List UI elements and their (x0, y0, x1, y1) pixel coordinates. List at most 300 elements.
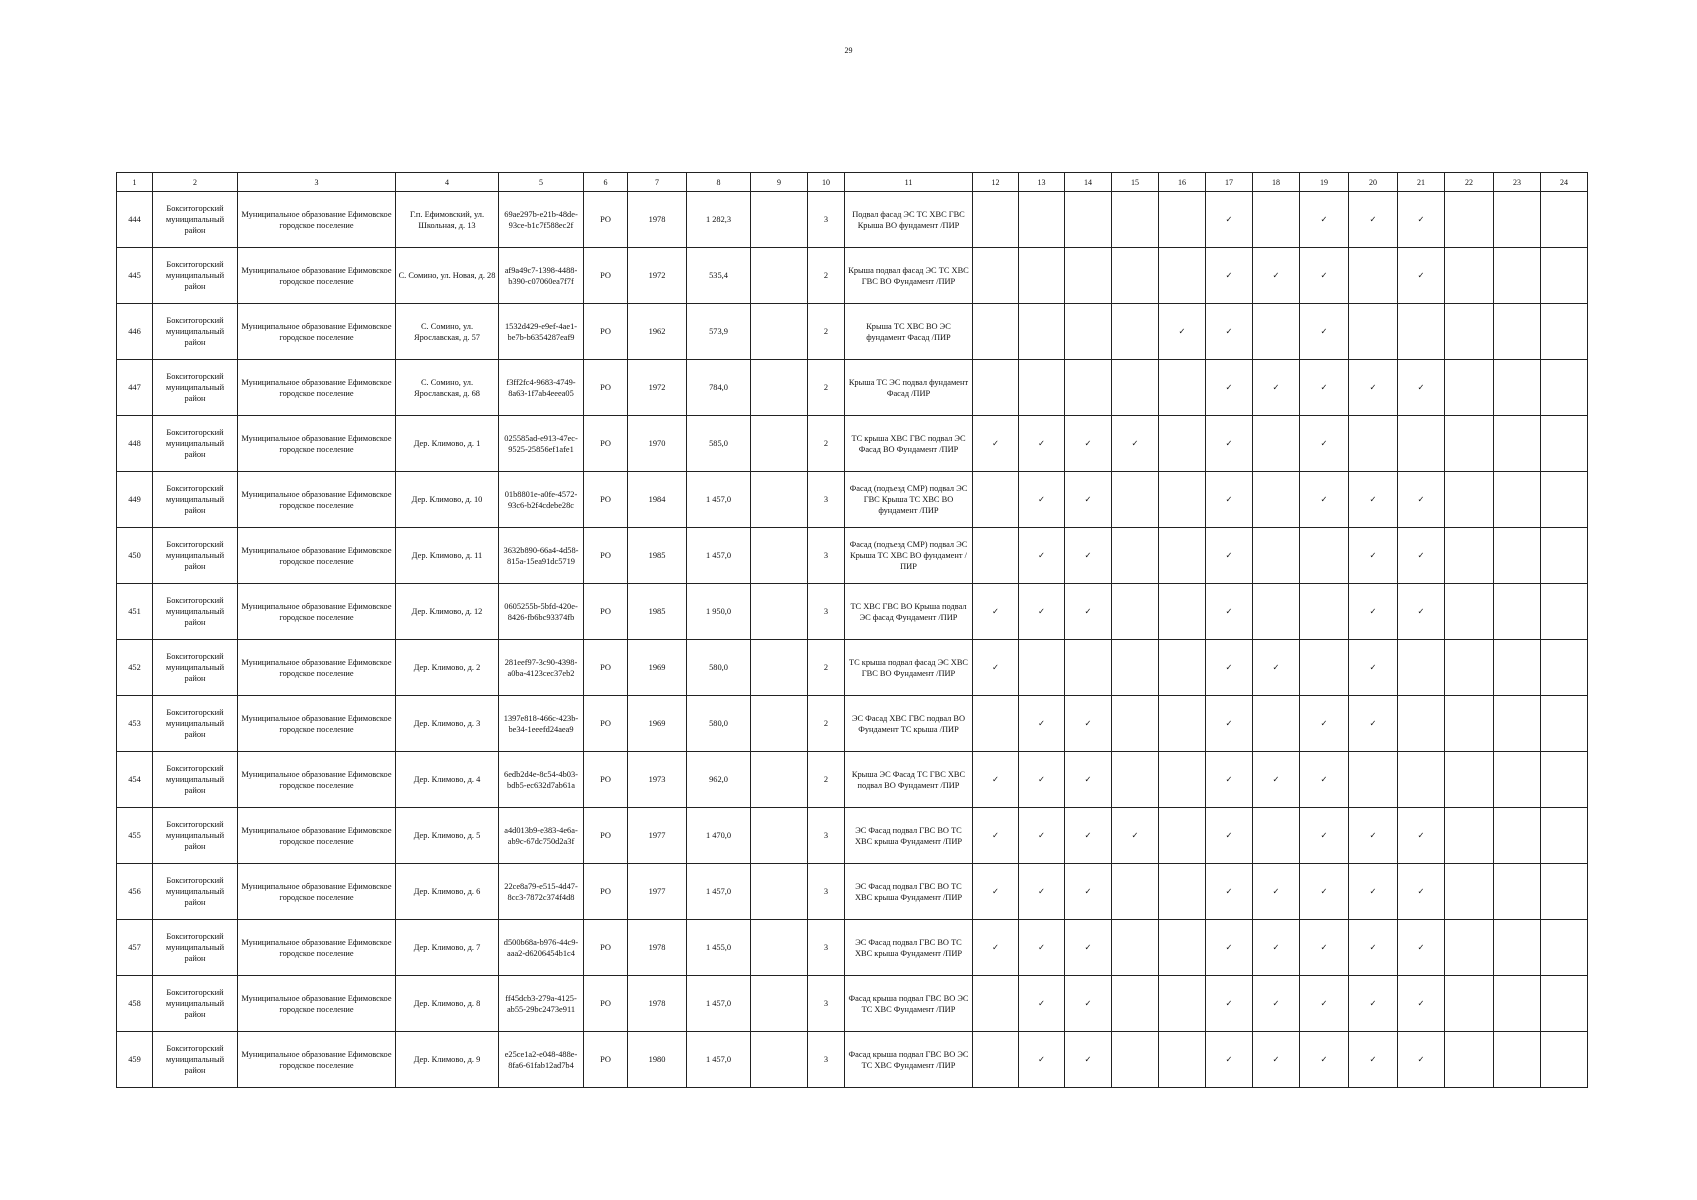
year-cell: 1985 (628, 584, 687, 640)
year-cell: 1978 (628, 976, 687, 1032)
check-cell-18: ✓ (1253, 920, 1300, 976)
area-cell: 585,0 (687, 416, 751, 472)
check-cell-22 (1445, 752, 1494, 808)
year-cell: 1978 (628, 192, 687, 248)
check-cell-23 (1494, 920, 1541, 976)
check-cell-17: ✓ (1206, 472, 1253, 528)
column-header: 14 (1065, 173, 1112, 192)
guid-cell: 1397e818-466c-423b-be34-1eeefd24aea9 (499, 696, 584, 752)
check-cell-23 (1494, 192, 1541, 248)
check-cell-20: ✓ (1349, 472, 1398, 528)
area-cell: 580,0 (687, 640, 751, 696)
check-cell-24 (1541, 192, 1588, 248)
area-cell: 1 470,0 (687, 808, 751, 864)
check-cell-24 (1541, 640, 1588, 696)
floors-cell: 3 (808, 472, 845, 528)
row-number: 446 (117, 304, 153, 360)
check-cell-21: ✓ (1398, 864, 1445, 920)
area-cell: 1 457,0 (687, 472, 751, 528)
municipality-cell: Муниципальное образование Ефимовское городское поселение (238, 920, 396, 976)
table-row (117, 864, 1588, 920)
check-cell-22 (1445, 528, 1494, 584)
district-cell: Бокситогорский муниципальный район (153, 752, 238, 808)
check-cell-15 (1112, 696, 1159, 752)
check-cell-14 (1065, 192, 1112, 248)
check-cell-23 (1494, 528, 1541, 584)
check-cell-14 (1065, 640, 1112, 696)
floors-cell: 3 (808, 1032, 845, 1088)
works-cell: ЭС Фасад ХВС ГВС подвал ВО Фундамент ТС крыша /ПИР (845, 696, 973, 752)
check-cell-20: ✓ (1349, 808, 1398, 864)
check-cell-18: ✓ (1253, 640, 1300, 696)
check-cell-15 (1112, 752, 1159, 808)
check-cell-16 (1159, 640, 1206, 696)
district-cell: Бокситогорский муниципальный район (153, 696, 238, 752)
check-cell-23 (1494, 584, 1541, 640)
municipality-cell: Муниципальное образование Ефимовское городское поселение (238, 584, 396, 640)
check-cell-19: ✓ (1300, 920, 1349, 976)
check-cell-21: ✓ (1398, 192, 1445, 248)
column-header: 5 (499, 173, 584, 192)
column-header: 1 (117, 173, 153, 192)
check-cell-20 (1349, 416, 1398, 472)
col9-cell (751, 920, 808, 976)
year-cell: 1980 (628, 1032, 687, 1088)
area-cell: 535,4 (687, 248, 751, 304)
check-cell-13 (1019, 640, 1065, 696)
table-row (117, 192, 1588, 248)
check-cell-15 (1112, 920, 1159, 976)
form-cell: РО (584, 696, 628, 752)
col9-cell (751, 864, 808, 920)
district-cell: Бокситогорский муниципальный район (153, 584, 238, 640)
check-cell-13: ✓ (1019, 584, 1065, 640)
check-cell-23 (1494, 696, 1541, 752)
form-cell: РО (584, 976, 628, 1032)
row-number: 449 (117, 472, 153, 528)
works-cell: Крыша ТС ЭС подвал фундамент Фасад /ПИР (845, 360, 973, 416)
col9-cell (751, 304, 808, 360)
check-cell-14 (1065, 304, 1112, 360)
municipality-cell: Муниципальное образование Ефимовское городское поселение (238, 416, 396, 472)
check-cell-17: ✓ (1206, 976, 1253, 1032)
check-cell-21: ✓ (1398, 248, 1445, 304)
check-cell-23 (1494, 752, 1541, 808)
check-cell-15 (1112, 472, 1159, 528)
check-cell-17: ✓ (1206, 360, 1253, 416)
check-cell-18: ✓ (1253, 1032, 1300, 1088)
check-cell-21 (1398, 696, 1445, 752)
check-cell-21 (1398, 416, 1445, 472)
check-cell-23 (1494, 248, 1541, 304)
col9-cell (751, 640, 808, 696)
row-number: 445 (117, 248, 153, 304)
district-cell: Бокситогорский муниципальный район (153, 640, 238, 696)
works-cell: Фасад (подъезд СМР) подвал ЭС Крыша ТС ХВС ВО фундамент /ПИР (845, 528, 973, 584)
check-cell-15 (1112, 304, 1159, 360)
check-cell-13: ✓ (1019, 920, 1065, 976)
check-cell-19: ✓ (1300, 360, 1349, 416)
check-cell-14 (1065, 360, 1112, 416)
district-cell: Бокситогорский муниципальный район (153, 864, 238, 920)
check-cell-21: ✓ (1398, 472, 1445, 528)
check-cell-17: ✓ (1206, 920, 1253, 976)
check-cell-13: ✓ (1019, 472, 1065, 528)
check-cell-13 (1019, 192, 1065, 248)
works-cell: Фасад крыша подвал ГВС ВО ЭС ТС ХВС Фундамент /ПИР (845, 1032, 973, 1088)
check-cell-19: ✓ (1300, 1032, 1349, 1088)
floors-cell: 2 (808, 360, 845, 416)
check-cell-13: ✓ (1019, 416, 1065, 472)
works-cell: ТС крыша ХВС ГВС подвал ЭС Фасад ВО Фундамент /ПИР (845, 416, 973, 472)
column-header: 3 (238, 173, 396, 192)
form-cell: РО (584, 640, 628, 696)
table-row (117, 584, 1588, 640)
year-cell: 1972 (628, 248, 687, 304)
municipality-cell: Муниципальное образование Ефимовское городское поселение (238, 752, 396, 808)
check-cell-20: ✓ (1349, 864, 1398, 920)
check-cell-16 (1159, 528, 1206, 584)
check-cell-22 (1445, 192, 1494, 248)
row-number: 450 (117, 528, 153, 584)
check-cell-13: ✓ (1019, 1032, 1065, 1088)
check-cell-15 (1112, 976, 1159, 1032)
column-header: 21 (1398, 173, 1445, 192)
col9-cell (751, 248, 808, 304)
area-cell: 1 457,0 (687, 864, 751, 920)
address-cell: Дер. Климово, д. 8 (396, 976, 499, 1032)
row-number: 457 (117, 920, 153, 976)
check-cell-21 (1398, 304, 1445, 360)
check-cell-16 (1159, 808, 1206, 864)
check-cell-20 (1349, 304, 1398, 360)
form-cell: РО (584, 808, 628, 864)
area-cell: 784,0 (687, 360, 751, 416)
check-cell-16 (1159, 472, 1206, 528)
year-cell: 1969 (628, 640, 687, 696)
floors-cell: 3 (808, 528, 845, 584)
municipality-cell: Муниципальное образование Ефимовское городское поселение (238, 192, 396, 248)
check-cell-13: ✓ (1019, 976, 1065, 1032)
district-cell: Бокситогорский муниципальный район (153, 472, 238, 528)
area-cell: 1 457,0 (687, 528, 751, 584)
guid-cell: 1532d429-e9ef-4ae1-be7b-b6354287eaf9 (499, 304, 584, 360)
check-cell-14: ✓ (1065, 808, 1112, 864)
year-cell: 1977 (628, 808, 687, 864)
check-cell-22 (1445, 640, 1494, 696)
check-cell-22 (1445, 864, 1494, 920)
check-cell-14: ✓ (1065, 864, 1112, 920)
check-cell-23 (1494, 360, 1541, 416)
address-cell: Дер. Климово, д. 11 (396, 528, 499, 584)
guid-cell: d500b68a-b976-44c9-aaa2-d6206454b1c4 (499, 920, 584, 976)
check-cell-13 (1019, 304, 1065, 360)
municipality-cell: Муниципальное образование Ефимовское городское поселение (238, 304, 396, 360)
municipality-cell: Муниципальное образование Ефимовское городское поселение (238, 976, 396, 1032)
check-cell-23 (1494, 976, 1541, 1032)
check-cell-14: ✓ (1065, 584, 1112, 640)
year-cell: 1978 (628, 920, 687, 976)
check-cell-24 (1541, 864, 1588, 920)
check-cell-21: ✓ (1398, 528, 1445, 584)
check-cell-12 (973, 1032, 1019, 1088)
check-cell-17: ✓ (1206, 528, 1253, 584)
check-cell-24 (1541, 304, 1588, 360)
area-cell: 580,0 (687, 696, 751, 752)
check-cell-12 (973, 360, 1019, 416)
form-cell: РО (584, 528, 628, 584)
check-cell-22 (1445, 584, 1494, 640)
check-cell-12 (973, 192, 1019, 248)
col9-cell (751, 976, 808, 1032)
table-row (117, 304, 1588, 360)
guid-cell: 01b8801e-a0fe-4572-93c6-b2f4cdebe28c (499, 472, 584, 528)
check-cell-23 (1494, 864, 1541, 920)
check-cell-17: ✓ (1206, 696, 1253, 752)
form-cell: РО (584, 304, 628, 360)
column-header: 4 (396, 173, 499, 192)
check-cell-12 (973, 304, 1019, 360)
check-cell-21: ✓ (1398, 920, 1445, 976)
guid-cell: e25ce1a2-e048-488e-8fa6-61fab12ad7b4 (499, 1032, 584, 1088)
address-cell: Дер. Климово, д. 10 (396, 472, 499, 528)
check-cell-19: ✓ (1300, 192, 1349, 248)
check-cell-14: ✓ (1065, 416, 1112, 472)
address-cell: Дер. Климово, д. 9 (396, 1032, 499, 1088)
check-cell-22 (1445, 976, 1494, 1032)
check-cell-22 (1445, 808, 1494, 864)
guid-cell: 025585ad-e913-47ec-9525-25856ef1afe1 (499, 416, 584, 472)
col9-cell (751, 1032, 808, 1088)
check-cell-20: ✓ (1349, 696, 1398, 752)
check-cell-14: ✓ (1065, 696, 1112, 752)
floors-cell: 3 (808, 192, 845, 248)
check-cell-20: ✓ (1349, 360, 1398, 416)
check-cell-19: ✓ (1300, 976, 1349, 1032)
check-cell-17: ✓ (1206, 864, 1253, 920)
col9-cell (751, 528, 808, 584)
check-cell-14: ✓ (1065, 976, 1112, 1032)
check-cell-15: ✓ (1112, 808, 1159, 864)
check-cell-13: ✓ (1019, 752, 1065, 808)
check-cell-12 (973, 528, 1019, 584)
check-cell-24 (1541, 360, 1588, 416)
table-row (117, 472, 1588, 528)
address-cell: С. Сомино, ул. Ярославская, д. 57 (396, 304, 499, 360)
check-cell-19 (1300, 528, 1349, 584)
check-cell-20: ✓ (1349, 976, 1398, 1032)
check-cell-24 (1541, 416, 1588, 472)
works-cell: Подвал фасад ЭС ТС ХВС ГВС Крыша ВО фундамент /ПИР (845, 192, 973, 248)
check-cell-18 (1253, 808, 1300, 864)
form-cell: РО (584, 920, 628, 976)
form-cell: РО (584, 584, 628, 640)
table-body (117, 192, 1588, 1088)
table-row (117, 248, 1588, 304)
address-cell: Дер. Климово, д. 3 (396, 696, 499, 752)
district-cell: Бокситогорский муниципальный район (153, 416, 238, 472)
check-cell-22 (1445, 920, 1494, 976)
form-cell: РО (584, 192, 628, 248)
check-cell-15 (1112, 1032, 1159, 1088)
address-cell: С. Сомино, ул. Ярославская, д. 68 (396, 360, 499, 416)
municipality-cell: Муниципальное образование Ефимовское городское поселение (238, 528, 396, 584)
check-cell-22 (1445, 1032, 1494, 1088)
municipality-cell: Муниципальное образование Ефимовское городское поселение (238, 360, 396, 416)
table-row (117, 640, 1588, 696)
check-cell-16 (1159, 864, 1206, 920)
table-row (117, 920, 1588, 976)
column-header: 18 (1253, 173, 1300, 192)
row-number: 453 (117, 696, 153, 752)
check-cell-18 (1253, 416, 1300, 472)
form-cell: РО (584, 248, 628, 304)
col9-cell (751, 808, 808, 864)
check-cell-15 (1112, 584, 1159, 640)
table-row (117, 416, 1588, 472)
table-header-row (117, 173, 1588, 192)
check-cell-12: ✓ (973, 920, 1019, 976)
col9-cell (751, 192, 808, 248)
check-cell-17: ✓ (1206, 808, 1253, 864)
guid-cell: 0605255b-5bfd-420e-8426-fb6bc93374fb (499, 584, 584, 640)
check-cell-13 (1019, 248, 1065, 304)
check-cell-16: ✓ (1159, 304, 1206, 360)
check-cell-18 (1253, 584, 1300, 640)
floors-cell: 3 (808, 864, 845, 920)
works-cell: Крыша ТС ХВС ВО ЭС фундамент Фасад /ПИР (845, 304, 973, 360)
check-cell-14: ✓ (1065, 1032, 1112, 1088)
check-cell-21: ✓ (1398, 584, 1445, 640)
check-cell-20 (1349, 248, 1398, 304)
check-cell-20: ✓ (1349, 920, 1398, 976)
column-header: 10 (808, 173, 845, 192)
guid-cell: ff45dcb3-279a-4125-ab55-29bc2473e911 (499, 976, 584, 1032)
check-cell-18: ✓ (1253, 864, 1300, 920)
guid-cell: f3ff2fc4-9683-4749-8a63-1f7ab4eeea05 (499, 360, 584, 416)
municipality-cell: Муниципальное образование Ефимовское городское поселение (238, 864, 396, 920)
check-cell-23 (1494, 472, 1541, 528)
check-cell-21: ✓ (1398, 976, 1445, 1032)
check-cell-22 (1445, 248, 1494, 304)
check-cell-17: ✓ (1206, 752, 1253, 808)
column-header: 6 (584, 173, 628, 192)
form-cell: РО (584, 416, 628, 472)
check-cell-19: ✓ (1300, 752, 1349, 808)
check-cell-24 (1541, 976, 1588, 1032)
check-cell-16 (1159, 416, 1206, 472)
check-cell-15: ✓ (1112, 416, 1159, 472)
check-cell-23 (1494, 640, 1541, 696)
column-header: 11 (845, 173, 973, 192)
col9-cell (751, 416, 808, 472)
check-cell-14: ✓ (1065, 920, 1112, 976)
floors-cell: 2 (808, 304, 845, 360)
check-cell-19 (1300, 584, 1349, 640)
municipality-cell: Муниципальное образование Ефимовское городское поселение (238, 248, 396, 304)
column-header: 19 (1300, 173, 1349, 192)
check-cell-24 (1541, 528, 1588, 584)
works-cell: Фасад (подъезд СМР) подвал ЭС ГВС Крыша ТС ХВС ВО фундамент /ПИР (845, 472, 973, 528)
check-cell-23 (1494, 304, 1541, 360)
check-cell-22 (1445, 696, 1494, 752)
guid-cell: 69ae297b-e21b-48de-93ce-b1c7f588ec2f (499, 192, 584, 248)
check-cell-17: ✓ (1206, 416, 1253, 472)
check-cell-17: ✓ (1206, 192, 1253, 248)
area-cell: 1 282,3 (687, 192, 751, 248)
check-cell-24 (1541, 808, 1588, 864)
year-cell: 1972 (628, 360, 687, 416)
check-cell-17: ✓ (1206, 584, 1253, 640)
register-table (116, 172, 1588, 1088)
check-cell-18 (1253, 472, 1300, 528)
works-cell: ЭС Фасад подвал ГВС ВО ТС ХВС крыша Фундамент /ПИР (845, 920, 973, 976)
col9-cell (751, 472, 808, 528)
guid-cell: a4d013b9-e383-4e6a-ab9c-67dc750d2a3f (499, 808, 584, 864)
check-cell-12: ✓ (973, 808, 1019, 864)
check-cell-19: ✓ (1300, 864, 1349, 920)
check-cell-22 (1445, 416, 1494, 472)
page-number: 29 (844, 46, 853, 55)
column-header: 2 (153, 173, 238, 192)
check-cell-16 (1159, 360, 1206, 416)
check-cell-22 (1445, 304, 1494, 360)
district-cell: Бокситогорский муниципальный район (153, 976, 238, 1032)
row-number: 458 (117, 976, 153, 1032)
check-cell-19: ✓ (1300, 416, 1349, 472)
address-cell: Дер. Климово, д. 2 (396, 640, 499, 696)
year-cell: 1962 (628, 304, 687, 360)
check-cell-12: ✓ (973, 640, 1019, 696)
column-header: 20 (1349, 173, 1398, 192)
area-cell: 1 457,0 (687, 976, 751, 1032)
check-cell-12 (973, 696, 1019, 752)
works-cell: Фасад крыша подвал ГВС ВО ЭС ТС ХВС Фундамент /ПИР (845, 976, 973, 1032)
year-cell: 1985 (628, 528, 687, 584)
year-cell: 1970 (628, 416, 687, 472)
check-cell-14: ✓ (1065, 752, 1112, 808)
works-cell: Крыша ЭС Фасад ТС ГВС ХВС подвал ВО Фундамент /ПИР (845, 752, 973, 808)
check-cell-20: ✓ (1349, 1032, 1398, 1088)
table-row (117, 696, 1588, 752)
check-cell-21 (1398, 640, 1445, 696)
row-number: 444 (117, 192, 153, 248)
check-cell-14: ✓ (1065, 528, 1112, 584)
row-number: 448 (117, 416, 153, 472)
check-cell-12 (973, 472, 1019, 528)
floors-cell: 3 (808, 808, 845, 864)
row-number: 452 (117, 640, 153, 696)
column-header: 9 (751, 173, 808, 192)
check-cell-24 (1541, 920, 1588, 976)
check-cell-21: ✓ (1398, 1032, 1445, 1088)
check-cell-22 (1445, 360, 1494, 416)
check-cell-12: ✓ (973, 584, 1019, 640)
floors-cell: 3 (808, 976, 845, 1032)
row-number: 459 (117, 1032, 153, 1088)
check-cell-21 (1398, 752, 1445, 808)
col9-cell (751, 696, 808, 752)
check-cell-15 (1112, 360, 1159, 416)
check-cell-23 (1494, 416, 1541, 472)
column-header: 17 (1206, 173, 1253, 192)
municipality-cell: Муниципальное образование Ефимовское городское поселение (238, 472, 396, 528)
col9-cell (751, 584, 808, 640)
col9-cell (751, 360, 808, 416)
year-cell: 1977 (628, 864, 687, 920)
check-cell-24 (1541, 584, 1588, 640)
check-cell-12: ✓ (973, 416, 1019, 472)
